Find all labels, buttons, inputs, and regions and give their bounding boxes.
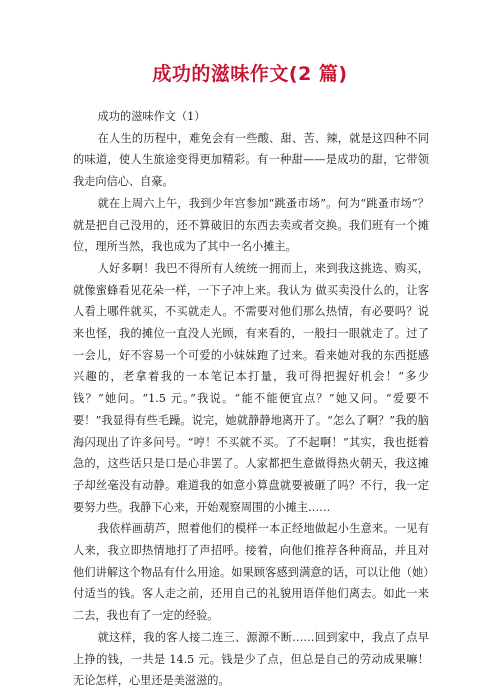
section-subheading: 成功的滋味作文（1）: [97, 110, 206, 123]
paragraph-3: 人好多啊！我巴不得所有人统统一拥而上，来到我这挑选、购买，就像蜜蜂看见花朵一样，一下子冲上来。我认为 做买卖没什么的，让客人看上哪件就买，不买就走人。不需要对他们那么热情，有必要吗？说来也怪，我的摊位一直没人光顾，有来看的，一般扫一眼就走了。过了一会儿，好不容易一个可爱的小妹妹跑了过来。看来她对我的东西挺感兴趣的，老拿着我的一本笔记本打量，我可得把握好机会！“多少钱？”她问。“1.5 元。”我说。“能不能便宜点？”她又问。“爱要不要！”我显得有些毛躁。说完，她就静静地离开了。“怎么了啊？”我的脑海闪现出了许多问号。“哼！不买就不买。了不起啊！”其实，我也挺着急的，这些话只是口是心非罢了。人家都把生意做得热火朝天，我这摊子却丝毫没有动静。难道我的如意小算盘就要被砸了吗？不行，我一定要努力些。我静下心来，开始观察周围的小摊主……: [73, 261, 429, 514]
paragraph-4: 我依样画葫芦，照着他们的模样一本正经地做起小生意来。一见有人来，我立即热情地打了声招呼。接着，向他们推荐各种商品，并且对他们讲解这个物品有什么用途。如果顾客感到满意的话，可以让他（她）付适当的钱。客人走之前，还用自己的礼貌用语佯他们离去。如此一来二去，我也有了一定的经验。: [73, 522, 429, 623]
document-body: [73, 106, 429, 692]
paragraph-2: 就在上周六上午，我到少年宫参加“跳蚤市场”。何为“跳蚤市场”？就是把自己没用的，还不算破旧的东西去卖或者交换。我们班有一个摊位，理所当然，我也成为了其中一名小摊主。: [73, 196, 429, 254]
paragraph-1: 在人生的历程中，难免会有一些酸、甜、苦、辣，就是这四种不同的味道，使人生旅途变得更加精彩。有一种甜——是成功的甜，它带领我走向信心、自豪。: [73, 131, 429, 189]
document-title: 成功的滋味作文(2 篇): [152, 63, 348, 85]
paragraph-5: 就这样，我的客人接二连三、源源不断……回到家中，我点了点早上挣的钱，一共是 14.5 元。钱是少了点，但总是自己的劳动成果嘛！无论怎样，心里还是美滋滋的。: [73, 630, 429, 688]
